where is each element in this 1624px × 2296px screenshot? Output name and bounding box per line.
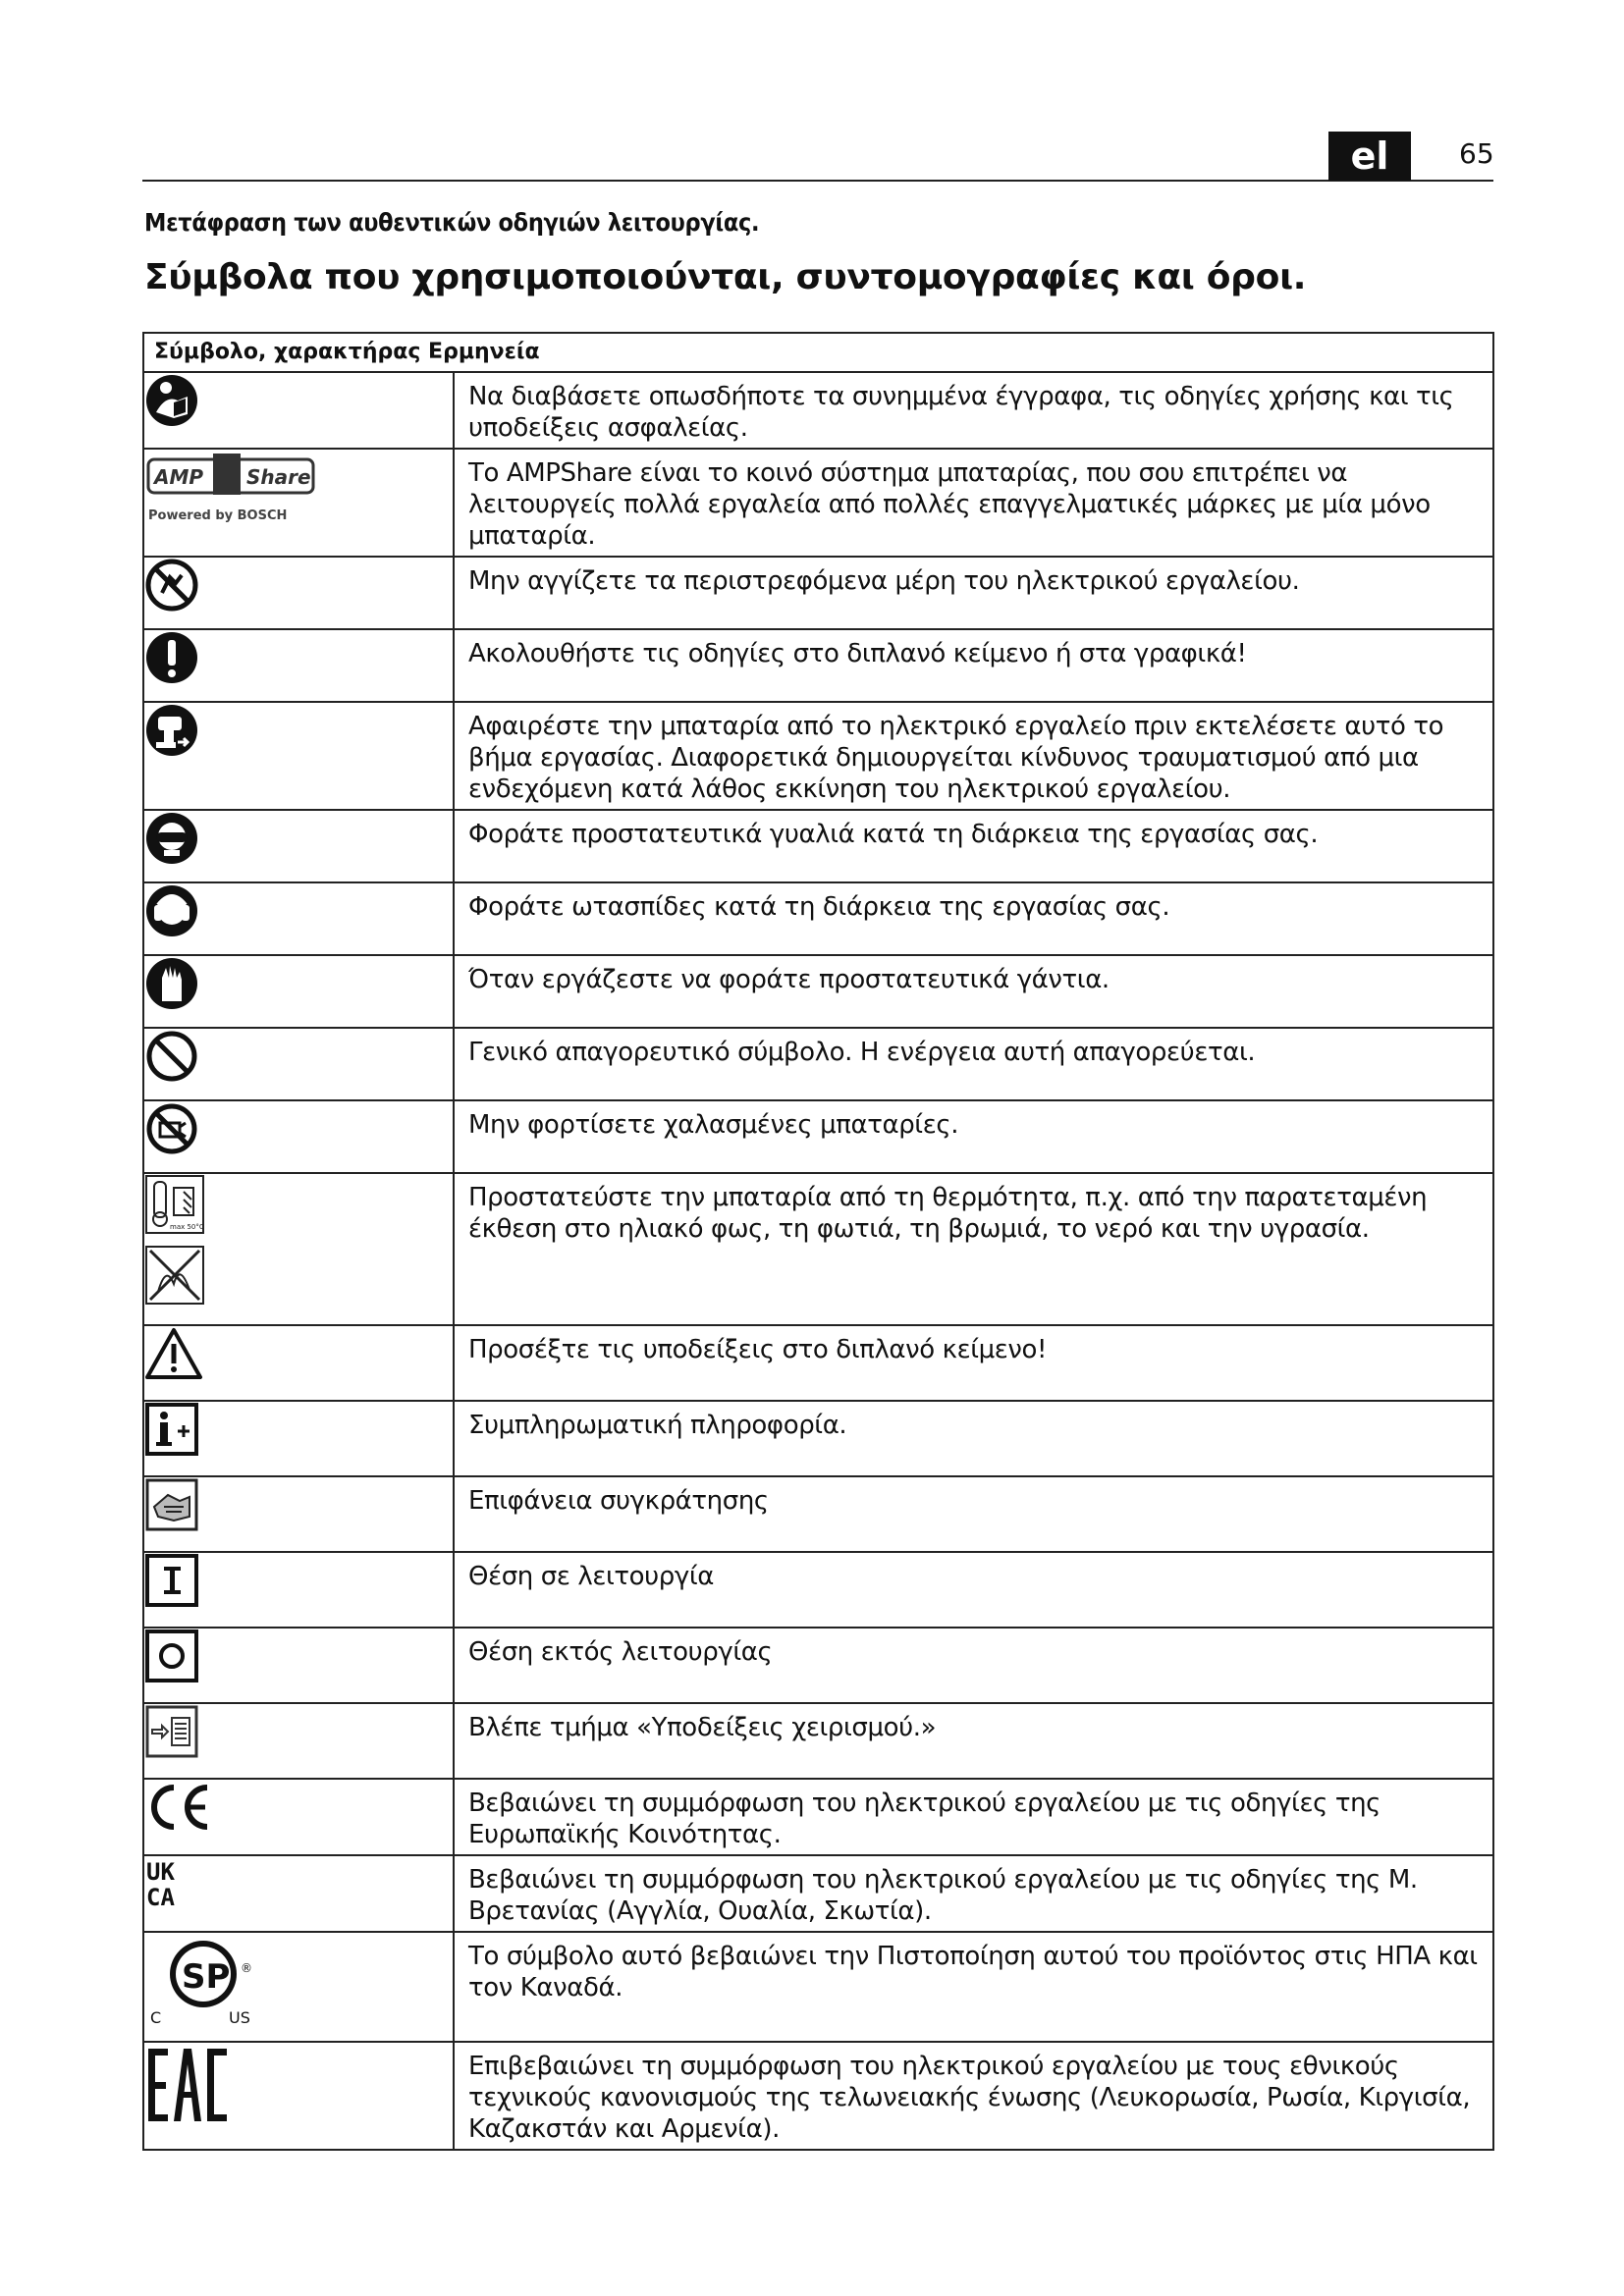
table-row [143, 810, 1493, 882]
csa-mark-icon [144, 1933, 262, 2027]
table-row [143, 955, 1493, 1028]
symbol-cell [143, 1855, 454, 1932]
warning-triangle-icon [144, 1326, 203, 1381]
table-row [143, 702, 1493, 810]
table-row [143, 1325, 1493, 1401]
table-row [143, 1703, 1493, 1779]
description-text: Μην αγγίζετε τα περιστρεφόμενα μέρη του ηλεκτρικού εργαλείου. [468, 566, 1300, 596]
description-cell [454, 955, 1493, 1028]
symbol-cell [143, 1779, 454, 1855]
table-row [143, 372, 1493, 449]
description-cell [454, 1173, 1493, 1325]
description-text: Θέση εκτός λειτουργίας [468, 1637, 773, 1667]
description-cell [454, 882, 1493, 955]
description-text: Φοράτε προστατευτικά γυαλιά κατά τη διάρκεια της εργασίας σας. [468, 820, 1319, 849]
description-cell [454, 2042, 1493, 2150]
prohibition-icon [144, 1029, 199, 1084]
symbol-cell [143, 702, 454, 810]
description-cell [454, 810, 1493, 882]
table-row [143, 1628, 1493, 1703]
description-text: Το AMPShare είναι το κοινό σύστημα μπαταρίας, που σου επιτρέπει να λειτουργείς πολλά εργαλεία από πολλές επαγγελματικές μάρκες με μία μόνο μπαταρία. [468, 458, 1431, 551]
description-cell [454, 702, 1493, 810]
svg-text:AMP: AMP [154, 465, 204, 489]
grip-surface-icon [144, 1477, 199, 1532]
description-text: Φοράτε ωτασπίδες κατά τη διάρκεια της εργασίας σας. [468, 892, 1170, 922]
description-text: Επιφάνεια συγκράτησης [468, 1486, 769, 1516]
svg-text:UK: UK [146, 1858, 175, 1886]
svg-text:CA: CA [146, 1884, 175, 1911]
description-text: Θέση σε λειτουργία [468, 1562, 715, 1591]
symbol-cell [143, 1932, 454, 2042]
table-row [143, 1779, 1493, 1855]
description-cell [454, 1552, 1493, 1628]
table-row [143, 629, 1493, 702]
description-text: Μην φορτίσετε χαλασμένες μπαταρίες. [468, 1110, 959, 1140]
table-row [143, 1401, 1493, 1476]
symbol-cell [143, 557, 454, 629]
description-text: Βεβαιώνει τη συμμόρφωση του ηλεκτρικού εργαλείου με τις οδηγίες της Ευρωπαϊκής Κοινότητας. [468, 1789, 1381, 1849]
svg-text:®: ® [241, 1961, 252, 1975]
table-row [143, 1932, 1493, 2042]
description-text: Βλέπε τμήμα «Υποδείξεις χειρισμού.» [468, 1713, 937, 1742]
svg-text:Share: Share [246, 465, 311, 489]
description-text: Προστατεύστε την μπαταρία από τη θερμότητα, π.χ. από την παρατεταμένη έκθεση στο ηλιακό φως, τη φωτιά, τη βρωμιά, το νερό και την υγρασία. [468, 1183, 1428, 1244]
svg-text:C: C [150, 2008, 162, 2027]
description-cell [454, 1028, 1493, 1100]
symbol-cell [143, 882, 454, 955]
table-row [143, 1028, 1493, 1100]
table-header-row [143, 333, 1493, 372]
description-cell [454, 1703, 1493, 1779]
description-text: Συμπληρωματική πληροφορία. [468, 1411, 847, 1440]
info-icon [144, 1402, 199, 1457]
table-row [143, 557, 1493, 629]
description-cell [454, 1779, 1493, 1855]
symbol-cell [143, 1173, 454, 1325]
no-fire-water-icon [144, 1245, 207, 1308]
no-charge-damaged-battery-icon [144, 1101, 199, 1156]
symbol-cell [143, 1028, 454, 1100]
page-number: 65 [1459, 137, 1494, 170]
page-title: Σύμβολα που χρησιμοποιούνται, συντομογραφίες και όροι. [144, 257, 1307, 297]
description-text: Αφαιρέστε την μπαταρία από το ηλεκτρικό εργαλείο πριν εκτελέσετε αυτό το βήμα εργασίας. Διαφορετικά δημιουργείται κίνδυνος τραυματισμού από μια ενδεχόμενη κατά λάθος εκκίνηση του ηλεκτρικού εργαλείου. [468, 712, 1444, 804]
description-cell [454, 629, 1493, 702]
description-text: Να διαβάσετε οπωσδήποτε τα συνημμένα έγγραφα, τις οδηγίες χρήσης και τις υποδείξεις ασφαλείας. [468, 382, 1454, 443]
ear-protection-icon [144, 883, 199, 938]
description-text: Γενικό απαγορευτικό σύμβολο. Η ενέργεια αυτή απαγορεύεται. [468, 1038, 1256, 1067]
symbol-cell [143, 372, 454, 449]
description-text: Προσέξτε τις υποδείξεις στο διπλανό κείμενο! [468, 1335, 1048, 1364]
svg-text:SP: SP [182, 1957, 231, 1997]
max-temperature-label: max 50°C [170, 1223, 204, 1231]
language-badge: el [1328, 132, 1411, 181]
description-text: Όταν εργάζεστε να φοράτε προστατευτικά γάντια. [468, 965, 1110, 994]
remove-battery-icon [144, 703, 199, 758]
description-text: Ακολουθήστε τις οδηγίες στο διπλανό κείμενο ή στα γραφικά! [468, 639, 1247, 668]
switch-on-icon [144, 1553, 199, 1608]
description-cell [454, 1100, 1493, 1173]
description-cell [454, 372, 1493, 449]
symbol-cell [143, 955, 454, 1028]
ampshare-logo-sub: Powered by BOSCH [148, 508, 288, 523]
symbol-cell [143, 449, 454, 557]
no-touch-rotating-icon [144, 558, 199, 613]
table-row [143, 882, 1493, 955]
safety-goggles-icon [144, 811, 199, 866]
svg-text:US: US [229, 2008, 250, 2027]
symbol-cell [143, 1552, 454, 1628]
table-row [143, 1855, 1493, 1932]
description-cell [454, 449, 1493, 557]
description-cell [454, 1401, 1493, 1476]
description-text: Το σύμβολο αυτό βεβαιώνει την Πιστοποίηση αυτού του προϊόντος στις ΗΠΑ και τον Καναδά. [468, 1942, 1478, 2002]
table-row [143, 1173, 1493, 1325]
description-text: Επιβεβαιώνει τη συμμόρφωση του ηλεκτρικού εργαλείου με τους εθνικούς τεχνικούς κανονισμούς της τελωνειακής ένωσης (Λευκορωσία, Ρωσία, Κιργισία, Καζακστάν και Αρμενία). [468, 2052, 1471, 2144]
ampshare-logo [144, 450, 321, 538]
eac-mark-icon [144, 2043, 243, 2129]
switch-off-icon [144, 1629, 199, 1683]
description-cell [454, 1932, 1493, 2042]
ce-mark-icon [144, 1780, 213, 1835]
table-header-text: Σύμβολο, χαρακτήρας Ερμηνεία [154, 340, 540, 364]
symbol-cell [143, 1401, 454, 1476]
description-cell [454, 1855, 1493, 1932]
description-cell [454, 1325, 1493, 1401]
description-cell [454, 557, 1493, 629]
table-row [143, 1552, 1493, 1628]
ukca-mark-icon [144, 1856, 199, 1911]
table-header-cell [143, 333, 1493, 372]
table-row [143, 1100, 1493, 1173]
table-row [143, 449, 1493, 557]
see-section-icon [144, 1704, 199, 1759]
exclamation-icon [144, 630, 199, 685]
gloves-icon [144, 956, 199, 1011]
symbol-cell [143, 1100, 454, 1173]
document-subtitle: Μετάφραση των αυθεντικών οδηγιών λειτουργίας. [144, 208, 760, 237]
symbol-cell [143, 1703, 454, 1779]
description-cell [454, 1476, 1493, 1552]
symbol-cell [143, 1476, 454, 1552]
table-row [143, 2042, 1493, 2150]
battery-heat-icon [144, 1174, 207, 1237]
table-row [143, 1476, 1493, 1552]
description-text: Βεβαιώνει τη συμμόρφωση του ηλεκτρικού εργαλείου με τις οδηγίες της Μ. Βρετανίας (Αγγλία, Ουαλία, Σκωτία). [468, 1865, 1418, 1926]
symbol-cell [143, 810, 454, 882]
symbols-table [142, 332, 1494, 2151]
read-manual-icon [144, 373, 199, 428]
symbol-cell [143, 629, 454, 702]
header-rule [142, 180, 1493, 182]
symbol-cell [143, 2042, 454, 2150]
symbol-cell [143, 1325, 454, 1401]
symbol-cell [143, 1628, 454, 1703]
description-cell [454, 1628, 1493, 1703]
